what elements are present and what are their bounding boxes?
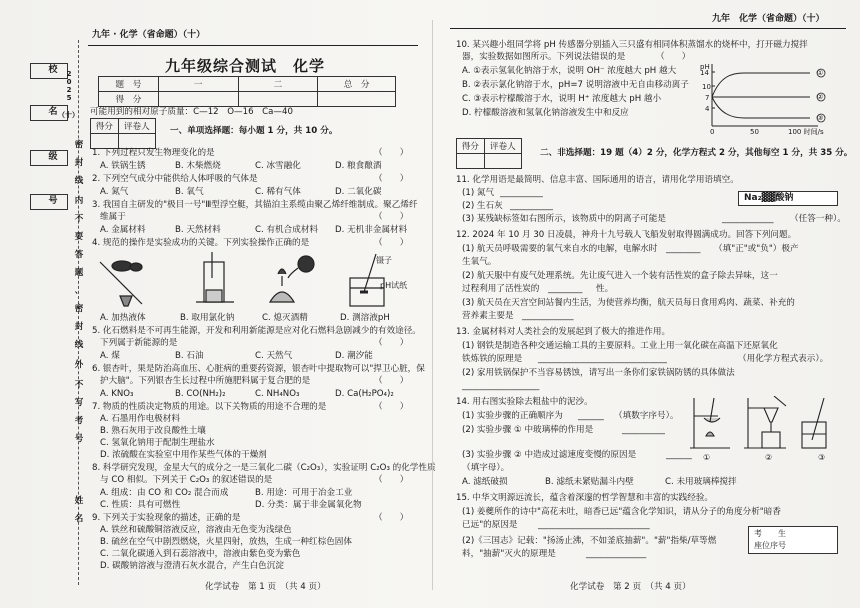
seal-text-char: 写 [74, 398, 84, 408]
q5-option-d[interactable]: D. 潮汐能 [335, 351, 373, 361]
q1-paren[interactable]: （ ） [374, 148, 409, 158]
exam-title: 九年级综合测试 化学 [165, 57, 326, 75]
class-label: 级 [48, 152, 58, 162]
q12-part2-line1: (2) 航天服中有废气处理系统。先让废气进入一个装有活性炭的盒子除去异味，这一 [462, 271, 778, 281]
year-digit-3: 2 [66, 86, 72, 94]
q5-option-a[interactable]: A. 煤 [100, 351, 120, 361]
q9-option-d[interactable]: D. 碳酸钠溶液与澄清石灰水混合，产生白色沉淀 [100, 561, 284, 571]
q12-answer1[interactable]: ________ [666, 244, 701, 254]
q8-option-d[interactable]: D. 分类：属于非金属氧化物 [255, 500, 362, 510]
q7-stem: 7. 物质的性质决定物质的用途。以下关物质的用途不合理的是 [92, 402, 327, 412]
chart-x-tick-label-100: 100 时间/s [788, 128, 824, 136]
figure-heating-liquid [100, 261, 142, 306]
q9-option-c[interactable]: C. 二氧化碳通入到石蕊溶液中，溶液由紫色变为紫色 [100, 549, 301, 559]
chart-x-tick-label-50: 50 [750, 128, 759, 136]
seal-text-char: 不 [74, 380, 84, 390]
chart-curve-label-1: ① [817, 69, 824, 77]
q14-option-c[interactable]: C. 未用玻璃棒搅拌 [665, 477, 737, 487]
curve-naoh [712, 73, 810, 97]
grader-reviewer-label: 评卷人 [484, 139, 521, 154]
q11-broken-label-text: Na₂▓▓酸钠 [744, 193, 794, 203]
q3-stem-line2: 维属于 [100, 212, 126, 222]
q11-stem: 11. 化学用语是最简明、信息丰富、国际通用的语言，请用化学用语填空。 [456, 175, 739, 185]
seal-text-char: 内 [74, 196, 84, 206]
q11-answer1[interactable]: __________ [500, 188, 543, 198]
q13-part2: (2) 家用铁锅保护不当容易锈蚀，请写出一条你们家铁锅防锈的具体做法 [462, 368, 735, 378]
seal-text-char: 外 [74, 360, 84, 370]
q12-part1-line1: (1) 航天员呼吸需要的氧气来自水的电解，电解水时 [462, 244, 658, 254]
score-header-total: 总 分 [318, 77, 396, 92]
seal-text-char: 答 [74, 250, 84, 260]
seal-text-char: 封 [74, 158, 84, 168]
seal-text-char: 姓 [74, 496, 84, 506]
q4-ph-paper-label: pH试纸 [380, 281, 408, 290]
q1-option-a[interactable]: A. 铁锅生锈 [100, 161, 146, 171]
q12-stem: 12. 2024 年 10 月 30 日凌晨，神舟十九号载人飞船发射取得圆满成功。回答下列问题。 [456, 230, 797, 240]
grader-score-label: 得分 [91, 119, 119, 134]
q6-option-c[interactable]: C. NH₄NO₃ [255, 389, 300, 399]
q3-option-a[interactable]: A. 金属材料 [100, 225, 146, 235]
q14-part1-tail: （填数字序号）。 [614, 411, 679, 421]
grader-reviewer-cell[interactable] [118, 134, 155, 149]
q14-part2: (2) 实验步骤 ① 中玻璃棒的作用是 [462, 425, 594, 435]
q12-part2-tail: 性。 [596, 284, 614, 294]
q12-part3-line2: 营养素主要是 [462, 311, 514, 321]
q9-stem: 9. 下列关于实验现象的描述，正确的是 [92, 513, 241, 523]
q14-stem: 14. 用右图实验除去粗盐中的泥沙。 [456, 397, 593, 407]
q11-answer3[interactable]: ____________ [722, 214, 774, 224]
edition-mark: （十） [58, 111, 79, 119]
seal-text-char: 不 [74, 214, 84, 224]
q8-paren[interactable]: （ ） [374, 475, 409, 485]
q13-part1-line1: (1) 钢铁是制造各种交通运输工具的主要原料。工业上用一氧化碳在高温下还原氧化 [462, 341, 778, 351]
q3-option-d[interactable]: D. 无机非金属材料 [335, 225, 408, 235]
q10-option-a[interactable]: A. ①表示氢氧化钠溶于水，说明 OH⁻ 浓度越大 pH 越大 [462, 66, 677, 76]
q12-part3-line1: (3) 航天员在天宫空间站餐内生活，为使营养均衡，航天员每日食用鸡肉、蔬菜、补充的 [462, 298, 795, 308]
q14-answer1[interactable]: ______ [578, 411, 604, 421]
q8-option-c[interactable]: C. 性质：具有可燃性 [100, 500, 181, 510]
grader-box-2 [456, 138, 522, 169]
q14-answer3[interactable]: ______ [666, 450, 692, 460]
q14-part1: (1) 实验步骤的正确顺序为 [462, 411, 563, 421]
q7-paren[interactable]: （ ） [374, 402, 409, 412]
q14-figure [690, 396, 840, 454]
year-digit-4: 5 [66, 94, 72, 102]
q12-answer3[interactable]: ____________ [522, 311, 574, 321]
q2-option-d[interactable]: D. 二氧化碳 [335, 187, 382, 197]
q1-option-d[interactable]: D. 粮食酿酒 [335, 161, 382, 171]
grader-box-1 [90, 118, 156, 149]
q8-stem-line2: 与 CO 相似。下列关于 C₂O₃ 的叙述错误的是 [100, 475, 273, 485]
left-header: 九年 · 化学（省命题）（十） [92, 30, 206, 40]
q2-stem: 2. 下列空气成分中能供给人体呼吸的气体是 [92, 174, 258, 184]
q14-figure-label-3: ③ [818, 453, 826, 462]
q4-tweezers-label: 镊子 [376, 256, 392, 265]
q11-part2: (2) 生石灰 [462, 201, 503, 211]
seal-text-char: 考 [74, 416, 84, 426]
seal-text-char: 、 [74, 286, 84, 296]
q14-option-b[interactable]: B. 滤纸未紧贴漏斗内壁 [545, 477, 634, 487]
q2-paren[interactable]: （ ） [374, 174, 409, 184]
q3-option-c[interactable]: C. 有机合成材料 [255, 225, 319, 235]
q1-option-c[interactable]: C. 冰雪融化 [255, 161, 301, 171]
q12-part2-line2: 过程利用了活性炭的 [462, 284, 540, 294]
q11-part1: (1) 氮气 [462, 188, 495, 198]
q12-part1-line2: 生氧气。 [462, 257, 497, 267]
q10-option-b[interactable]: B. ②表示氯化钠溶于水，pH=7 说明溶液中无自由移动离子 [462, 80, 689, 90]
chart-y-label: pH [700, 63, 710, 71]
seal-text-char: 密 [74, 140, 84, 150]
seal-text-char: 要 [74, 232, 84, 242]
number-label: 号 [48, 196, 58, 206]
q6-paren[interactable]: （ ） [374, 376, 409, 386]
q10-option-d[interactable]: D. 柠檬酸溶液和氢氧化钠溶液发生中和反应 [462, 108, 629, 118]
q15-part2-line1: (2)《三国志》记载："扬汤止沸，不如釜底抽薪"。"薪"指柴/草等燃 [462, 536, 717, 546]
q4-option-c[interactable]: C. 熄灭酒精 [262, 313, 308, 323]
q13-answer2[interactable]: __________________ [462, 381, 540, 391]
chart-x-tick-label-0: 0 [710, 128, 715, 136]
figure-dissolving [802, 398, 826, 448]
q11-answer2[interactable]: __________ [510, 201, 553, 211]
seal-text-char: 名 [74, 514, 84, 524]
q3-paren[interactable]: （ ） [374, 212, 409, 222]
q6-option-a[interactable]: A. KNO₃ [100, 389, 134, 399]
q10-paren[interactable]: （ ） [656, 52, 691, 62]
q13-answer1[interactable]: ______________________________ [538, 354, 667, 364]
q4-paren[interactable]: （ ） [374, 238, 409, 248]
grader-score-cell[interactable] [91, 134, 119, 149]
school-label: 校 [48, 65, 58, 75]
q15-answer2[interactable]: ______________ [586, 549, 647, 559]
section-2-heading: 二、非选择题：19 题（4）2 分，化学方程式 2 分，其他每空 1 分，共 35 分。 [540, 148, 853, 158]
q13-part1-tail: （用化学方程式表示）。 [738, 354, 829, 364]
q6-option-b[interactable]: B. CO(NH₂)₂ [175, 389, 226, 399]
score-table [98, 76, 396, 107]
year-digit-1: 2 [66, 70, 72, 78]
score-cell-total[interactable] [318, 92, 396, 107]
q13-stem: 13. 金属材料对人类社会的发展起到了极大的推进作用。 [456, 327, 671, 337]
score-cell-part1[interactable] [158, 92, 238, 107]
q15-answer1[interactable]: __________________________ [538, 520, 650, 530]
figure-filtration [744, 396, 786, 448]
grader-reviewer-cell[interactable] [484, 154, 521, 169]
q10-stem-line2: 器，实验数据如图所示。下列说法错误的是 [462, 52, 626, 62]
q15-stem: 15. 中华文明源远流长，蕴含着深邃的哲学智慧和丰富的实践经验。 [456, 493, 714, 503]
score-header-label: 题 号 [99, 77, 159, 92]
seal-text-char: 封 [74, 322, 84, 332]
q12-part1-tail: （填"正"或"负"）极产 [714, 244, 799, 254]
q2-option-a[interactable]: A. 氮气 [100, 187, 129, 197]
q4-figure [92, 252, 412, 312]
score-row-label: 得 分 [99, 92, 159, 107]
q11-part3-tail: （任答一种）。 [790, 214, 846, 224]
figure-extinguish-lamp [270, 256, 314, 302]
q7-option-b[interactable]: B. 熟石灰用于改良酸性土壤 [100, 426, 206, 436]
right-footer: 化学试卷 第 2 页 （共 4 页） [570, 582, 691, 592]
q15-part2-line2: 料，"抽薪"灭火的原理是 [462, 549, 556, 559]
q14-answer2[interactable]: __________ [622, 425, 665, 435]
q5-paren[interactable]: （ ） [374, 338, 409, 348]
atomic-mass: 可能用到的相对原子质量：C—12 O—16 Ca—40 [90, 107, 293, 117]
q14-figure-label-1: ① [703, 453, 711, 462]
q10-ph-chart [698, 62, 846, 138]
score-cell-part2[interactable] [238, 92, 318, 107]
page-divider [432, 20, 433, 590]
chart-curve-label-2: ② [817, 93, 824, 101]
right-header-rule [450, 28, 846, 29]
q4-option-a[interactable]: A. 加热液体 [100, 313, 146, 323]
seal-text-char: 线 [74, 340, 84, 350]
q6-option-d[interactable]: D. Ca(H₂PO₄)₂ [335, 389, 394, 399]
figure-taking-nacl [196, 252, 234, 302]
chart-curve-label-3: ③ [817, 114, 824, 122]
q5-option-b[interactable]: B. 石油 [175, 351, 204, 361]
curve-citric [712, 97, 810, 118]
q2-option-c[interactable]: C. 稀有气体 [255, 187, 301, 197]
chart-y-tick-label-10: 10 [702, 83, 711, 91]
q8-option-b[interactable]: B. 用途：可用于冶金工业 [255, 488, 353, 498]
left-footer: 化学试卷 第 1 页 （共 4 页） [205, 582, 326, 592]
name-label: 名 [48, 107, 58, 117]
q7-option-d[interactable]: D. 浓硫酸在实验室中用作某些气体的干燥剂 [100, 450, 267, 460]
q9-option-a[interactable]: A. 铁丝和硫酸铜溶液反应，溶液由无色变为浅绿色 [100, 525, 292, 535]
grader-score-label: 得分 [457, 139, 485, 154]
q8-stem-line1: 8. 科学研究发现，金星大气的成分之一是三氧化二碳（C₂O₃），实验证明 C₂O₃ 的化学性质 [92, 463, 436, 473]
q5-stem-line1: 5. 化石燃料是不可再生能源，开发和利用新能源是应对化石燃料急剧减少的有效途径。 [92, 326, 421, 336]
chart-y-tick-label-4: 4 [705, 105, 710, 113]
figure-evaporation [690, 398, 730, 448]
seal-text-char: 线 [74, 176, 84, 186]
score-header-part1: 一 [158, 77, 238, 92]
q12-answer2[interactable]: ________ [548, 284, 583, 294]
q14-figure-label-2: ② [765, 453, 773, 462]
q6-stem-line2: 护大脑"。下列银杏生长过程中所施肥料属于复合肥的是 [100, 376, 311, 386]
section-1-heading: 一、单项选择题：每小题 1 分，共 10 分。 [170, 126, 338, 136]
q15-part1-line1: (1) 姜夔所作的诗中"高花未吐，暗香已远"蕴含化学知识，请从分子的角度分析"暗香 [462, 507, 781, 517]
score-header-part2: 二 [238, 77, 318, 92]
q9-paren[interactable]: （ ） [374, 513, 409, 523]
q2-option-b[interactable]: B. 氧气 [175, 187, 204, 197]
q3-option-b[interactable]: B. 天然材料 [175, 225, 221, 235]
seal-text-char: 密 [74, 304, 84, 314]
q13-part1-line2: 铁炼铁的原理是 [462, 354, 523, 364]
q3-stem-line1: 3. 我国自主研发的"极目一号"Ⅲ型浮空艇，其锚泊主系缆由聚乙烯纤维制成。聚乙烯纤 [92, 200, 418, 210]
q14-part3-line2: （填字母）。 [462, 463, 510, 473]
right-header: 九年 化学（省命题）（十） [712, 14, 825, 24]
chart-y-tick-label-14: 14 [700, 69, 709, 77]
chart-y-tick-label-7: 7 [705, 94, 710, 102]
year-digit-2: 0 [66, 78, 72, 86]
q9-option-b[interactable]: B. 硫丝在空气中剧烈燃烧，火星四射，放热，生成一种红棕色固体 [100, 537, 352, 547]
q10-option-c[interactable]: C. ③表示柠檬酸溶于水，说明 H⁺ 浓度越大 pH 越小 [462, 94, 662, 104]
grader-score-cell[interactable] [457, 154, 485, 169]
q14-option-a[interactable]: A. 滤纸破损 [462, 477, 508, 487]
q7-option-a[interactable]: A. 石墨用作电极材料 [100, 414, 180, 424]
q1-option-b[interactable]: B. 木柴燃烧 [175, 161, 221, 171]
q15-part1-line2: 已远"的原因是 [462, 520, 518, 530]
q5-option-c[interactable]: C. 天然气 [255, 351, 293, 361]
q11-part3: (3) 某残缺标签如右图所示，该物质中的阴离子可能是 [462, 214, 666, 224]
q8-option-a[interactable]: A. 组成：由 CO 和 CO₂ 混合而成 [100, 488, 229, 498]
grader-reviewer-label: 评卷人 [118, 119, 155, 134]
q14-part3-line1: (3) 实验步骤 ② 中造成过滤速度变慢的原因是 [462, 450, 637, 460]
seal-text-char: 号 [74, 434, 84, 444]
q7-option-c[interactable]: C. 氢氧化钠用于配制生理盐水 [100, 438, 215, 448]
q1-stem: 1. 下列过程只发生物理变化的是 [92, 148, 215, 158]
seat-box-line1: 考 生 [754, 529, 786, 538]
q10-stem-line1: 10. 某兴趣小组同学将 pH 传感器分别插入三只盛有相同体积蒸馏水的烧杯中，打开磁力搅拌 [456, 40, 808, 50]
left-header-rule [88, 45, 418, 46]
q4-stem: 4. 规范的操作是实验成功的关键。下列实验操作正确的是 [92, 238, 310, 248]
q4-option-b[interactable]: B. 取用氯化钠 [180, 313, 235, 323]
q4-option-d[interactable]: D. 测溶液pH [340, 313, 390, 323]
q6-stem-line1: 6. 银杏叶，果是防治高血压、心脏病的重要药资源，银杏叶中提取物可以"捍卫心脏，保 [92, 364, 425, 374]
seal-text-char: 题 [74, 268, 84, 278]
q5-stem-line2: 下列属于新能源的是 [100, 338, 178, 348]
seat-box-line2: 座位序号 [754, 541, 786, 550]
